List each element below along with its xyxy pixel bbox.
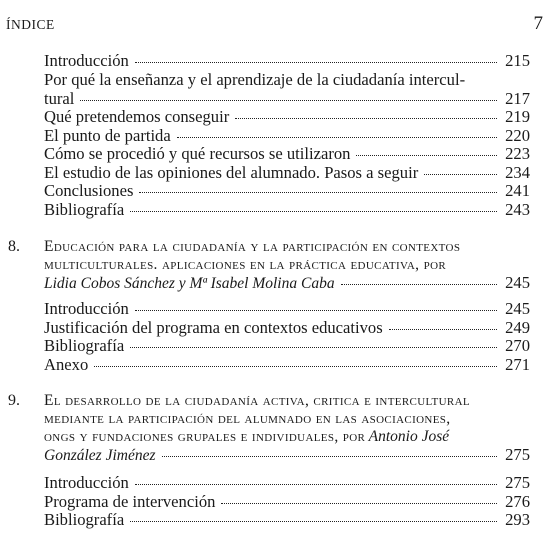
chapter-title-line: Educación para la ciudadanía y la participación en contextos <box>44 238 461 255</box>
dot-leader <box>94 366 497 367</box>
toc-entry-page: 215 <box>505 51 530 70</box>
chapter-page: 275 <box>505 445 530 464</box>
toc-entry <box>44 182 530 201</box>
dot-leader <box>139 192 497 193</box>
dot-leader <box>356 155 497 156</box>
toc-entry-page: 293 <box>505 510 530 529</box>
dot-leader <box>130 347 497 348</box>
toc-entry <box>44 474 530 493</box>
toc-entry-title-line1: Por qué la enseñanza y el aprendizaje de la ciudadanía intercul- <box>44 70 466 89</box>
toc-entry <box>44 145 530 164</box>
dot-leader <box>389 329 497 330</box>
toc-entry-page: 223 <box>505 144 530 163</box>
dot-leader <box>424 174 497 175</box>
toc-entry <box>44 164 530 183</box>
toc-entry-title: tural <box>44 88 75 108</box>
toc-entry-title: Justificación del programa en contextos educativos <box>44 317 383 337</box>
chapter-title-line: multiculturales. aplicaciones en la práctica educativa, por <box>44 256 447 273</box>
toc-entry <box>44 201 530 220</box>
dot-leader <box>135 484 497 485</box>
chapter-number: 8. <box>8 238 20 255</box>
chapter-title-line: El desarrollo de la ciudadanía activa, critica e intercultural <box>44 392 470 409</box>
chapter-author-last: González Jiménez <box>44 447 156 464</box>
toc-entry-page: 245 <box>505 299 530 318</box>
toc-entry-title: Cómo se procedió y qué recursos se utilizaron <box>44 144 351 163</box>
running-header-title: ÍNDICE <box>6 17 55 32</box>
toc-entry-title: Bibliografía <box>44 510 125 529</box>
toc-entry-page: 234 <box>505 162 530 182</box>
dot-leader <box>135 62 497 63</box>
toc-entry-title: Introducción <box>44 473 129 492</box>
toc-entry <box>44 71 530 108</box>
toc-entry-page: 249 <box>505 317 530 337</box>
toc-entry-page: 271 <box>505 354 530 374</box>
chapter-authors: Lidia Cobos Sánchez y Mª Isabel Molina Caba <box>44 275 335 292</box>
dot-leader <box>135 310 497 311</box>
toc-entry-page: 276 <box>505 491 530 511</box>
toc-entry-title: Anexo <box>44 354 89 374</box>
dot-leader <box>162 456 498 457</box>
toc-entry-page: 243 <box>505 199 530 219</box>
dot-leader <box>130 521 497 522</box>
chapter-number: 9. <box>8 392 20 409</box>
toc-entry <box>44 511 530 530</box>
toc-entry <box>44 300 530 319</box>
toc-entry <box>44 108 530 127</box>
dot-leader <box>130 211 497 212</box>
chapter-title-line: mediante la participación del alumnado en las asociaciones, <box>44 410 451 427</box>
toc-entry <box>44 319 530 338</box>
toc-entry-page: 219 <box>505 107 530 126</box>
toc-entry-title: Introducción <box>44 299 129 318</box>
toc-entry-title: El estudio de las opiniones del alumnado. Pasos a seguir <box>44 162 419 182</box>
toc-entry-title: El punto de partida <box>44 125 171 145</box>
page-number: 7 <box>533 13 543 34</box>
toc-entry-title: Conclusiones <box>44 181 134 200</box>
dot-leader <box>177 137 497 138</box>
dot-leader <box>221 503 497 504</box>
toc-entry-page: 217 <box>505 88 530 108</box>
toc-entry <box>44 337 530 356</box>
chapter-page: 245 <box>505 273 530 292</box>
toc-entry <box>44 356 530 375</box>
chapter-title-text: ongs y fundaciones grupales e individuales, por <box>44 428 366 445</box>
dot-leader <box>341 284 498 285</box>
toc-entry-title: Introducción <box>44 51 129 70</box>
chapter-heading-9 <box>8 392 530 466</box>
toc-entry-page: 270 <box>505 336 530 355</box>
toc-entry-title: Qué pretendemos conseguir <box>44 107 230 126</box>
toc-entry-title: Programa de intervención <box>44 491 216 511</box>
toc-entry <box>44 52 530 71</box>
chapter-heading-8 <box>8 238 530 294</box>
toc-entry-page: 241 <box>505 181 530 200</box>
toc-entry-title: Bibliografía <box>44 336 125 355</box>
dot-leader <box>235 118 497 119</box>
toc-entry <box>44 493 530 512</box>
toc-entry <box>44 127 530 146</box>
dot-leader <box>80 100 497 101</box>
toc-entry-page: 220 <box>505 125 530 145</box>
chapter-author-first: Antonio José <box>368 428 450 445</box>
toc-entry-title: Bibliografía <box>44 199 125 219</box>
toc-entry-page: 275 <box>505 473 530 492</box>
chapter-title-line <box>44 428 530 446</box>
